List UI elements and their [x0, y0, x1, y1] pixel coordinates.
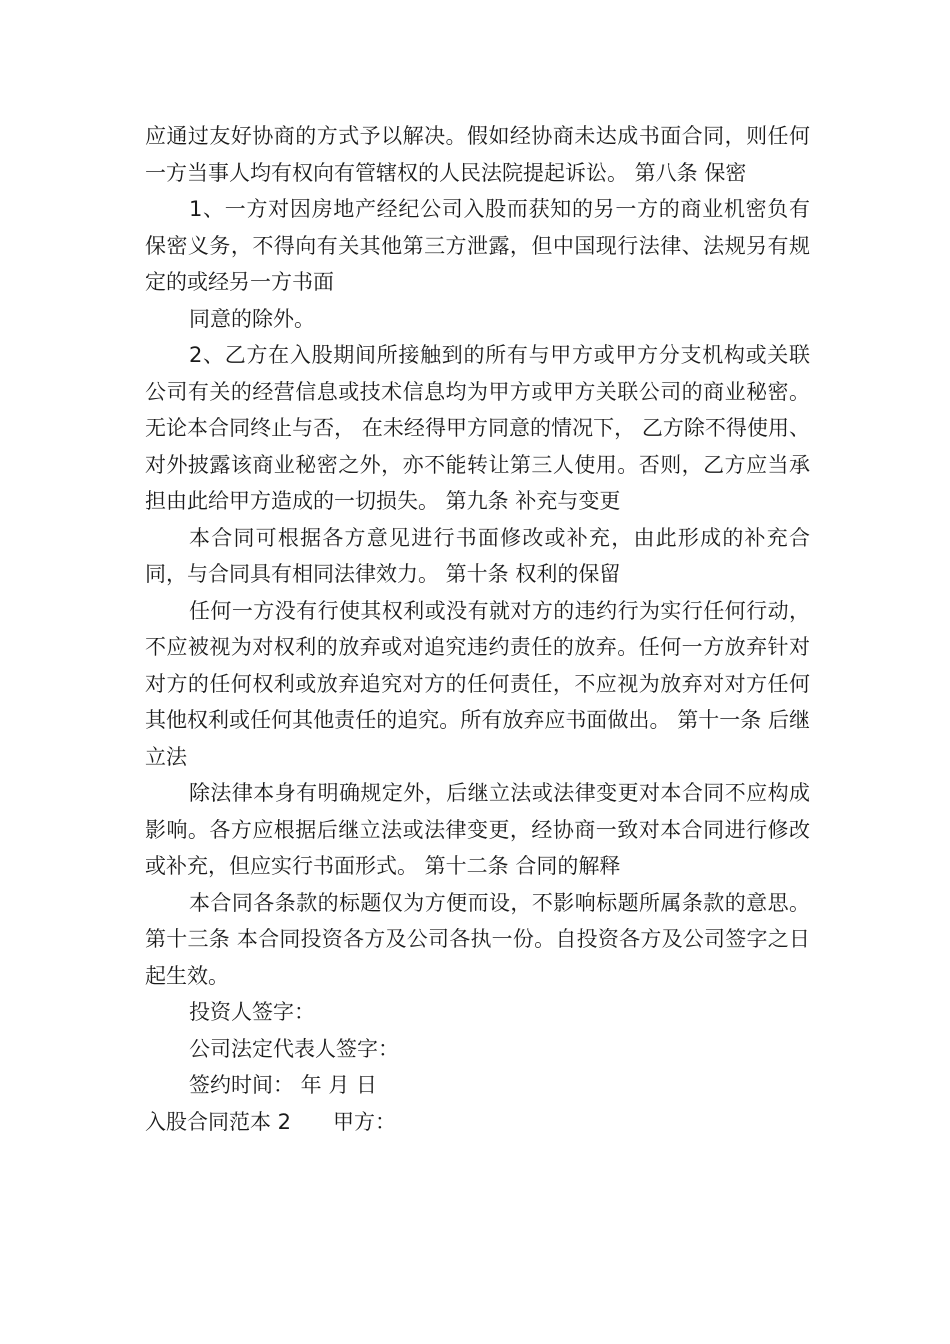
- paragraph-interpretation: 本合同各条款的标题仅为方便而设，不影响标题所属条款的意思。 第十三条 本合同投资各方及公司各执一份。自投资各方及公司签字之日起生效。: [145, 890, 810, 988]
- next-contract-heading: 入股合同范本 2 甲方：: [145, 1109, 397, 1134]
- paragraph-confidentiality-1-end: 同意的除外。: [189, 306, 315, 331]
- signing-date: 签约时间： 年 月 日: [189, 1073, 378, 1097]
- paragraph-rights-reservation: 任何一方没有行使其权利或没有就对方的违约行为实行任何行动，不应被视为对权利的放弃或对追究违约责任的放弃。任何一方放弃针对对方的任何权利或放弃追究对方的任何责任，不应视为放弃对对方任何其他权利或任何其他责任的追究。所有放弃应书面做出。 第十一条 后继立法: [145, 598, 810, 769]
- paragraph-supplement: 本合同可根据各方意见进行书面修改或补充，由此形成的补充合同，与合同具有相同法律效力。 第十条 权利的保留: [145, 525, 810, 586]
- signature-investor: 投资人签字：: [189, 1000, 315, 1024]
- signature-legal-representative: 公司法定代表人签字：: [189, 1036, 399, 1061]
- document-body: [145, 118, 810, 1140]
- paragraph-confidentiality-1: 1、一方对因房地产经纪公司入股而获知的另一方的商业机密负有保密义务，不得向有关其他第三方泄露，但中国现行法律、法规另有规定的或经另一方书面: [145, 197, 810, 294]
- paragraph-subsequent-legislation: 除法律本身有明确规定外，后继立法或法律变更对本合同不应构成影响。各方应根据后继立法或法律变更，经协商一致对本合同进行修改或补充，但应实行书面形式。 第十二条 合同的解释: [145, 781, 810, 878]
- paragraph-confidentiality-2: 2、乙方在入股期间所接触到的所有与甲方或甲方分支机构或关联公司有关的经营信息或技术信息均为甲方或甲方关联公司的商业秘密。无论本合同终止与否， 在未经得甲方同意的情况下， 乙方除不得使用、对外披露该商业秘密之外，亦不能转让第三人使用。否则，乙方应当承担由此给甲方造成的一切损失。 第九条 补充与变更: [145, 343, 810, 513]
- paragraph-dispute-resolution: 应通过友好协商的方式予以解决。假如经协商未达成书面合同，则任何一方当事人均有权向有管辖权的人民法院提起诉讼。 第八条 保密: [145, 124, 810, 185]
